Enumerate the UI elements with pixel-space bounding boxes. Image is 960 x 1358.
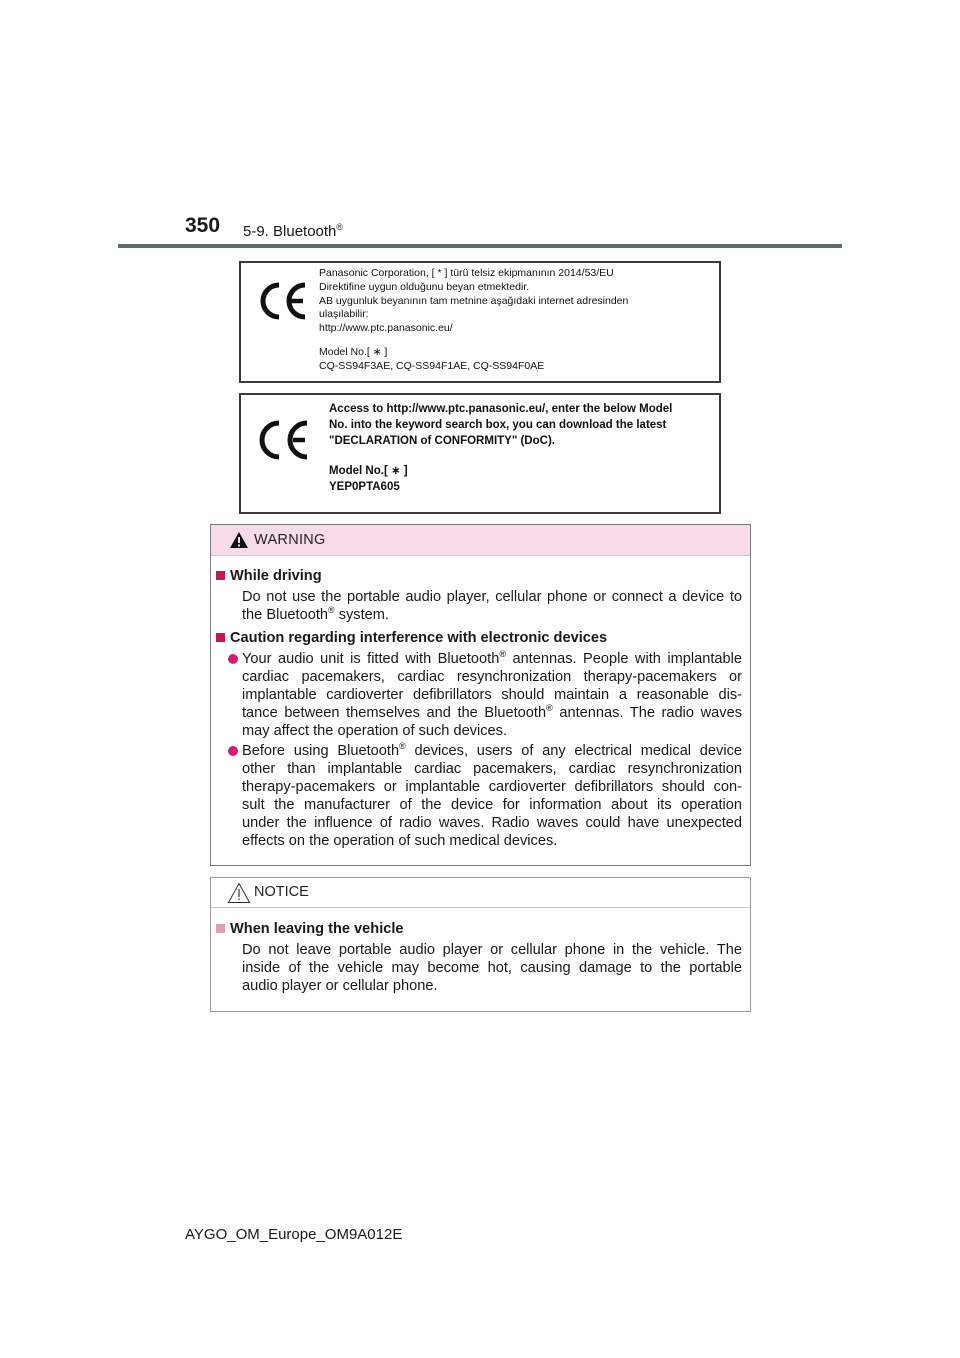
notice-triangle-icon — [227, 882, 251, 904]
warning-triangle-icon — [229, 531, 249, 549]
text-line — [242, 742, 742, 760]
text-line — [242, 650, 742, 668]
document-code: AYGO_OM_Europe_OM9A012E — [185, 1226, 403, 1243]
text-line: cardiac pacemakers, cardiac resynchronization therapy-pacemakers or — [242, 669, 742, 685]
text-span: the Bluetooth — [242, 607, 329, 623]
ce-model-value: YEP0PTA605 — [329, 481, 400, 493]
registered-mark: ® — [499, 649, 506, 659]
section-bullet — [216, 571, 225, 580]
ce-line: No. into the keyword search box, you can download the latest — [329, 419, 667, 431]
text-line: inside of the vehicle may become hot, causing damage to the portable — [242, 960, 742, 976]
ce-model-label: Model No.[ ∗ ] — [329, 465, 408, 477]
text-span: devices, users of any electrical medical device — [405, 743, 742, 759]
text-line: Do not use the portable audio player, cellular phone or connect a device to — [242, 589, 742, 605]
ce-model-label: Model No.[ ∗ ] — [319, 345, 388, 358]
text-span: Before using Bluetooth — [242, 743, 400, 759]
text-line: other than implantable cardiac pacemakers, cardiac resynchronization — [242, 761, 742, 777]
ce-model-value: CQ-SS94F3AE, CQ-SS94F1AE, CQ-SS94F0AE — [319, 359, 545, 372]
text-line: under the influence of radio waves. Radio waves could have unexpected — [242, 815, 742, 831]
ce-line: AB uygunluk beyanının tam metnine aşağıdaki internet adresinden — [319, 294, 629, 307]
list-bullet — [228, 654, 238, 664]
header-rule — [118, 244, 842, 248]
notice-header — [211, 878, 750, 908]
ce-mark-icon — [255, 281, 311, 321]
notice-heading: When leaving the vehicle — [230, 921, 404, 937]
text-span: antennas. The radio waves — [552, 705, 742, 721]
page-number: 350 — [185, 214, 221, 237]
ce-mark-icon — [253, 419, 313, 461]
text-line: Do not leave portable audio player or cellular phone in the vehicle. The — [242, 942, 742, 958]
list-bullet — [228, 746, 238, 756]
warning-heading-interference: Caution regarding interference with electronic devices — [230, 630, 608, 646]
registered-mark: ® — [336, 222, 344, 232]
ce-line: "DECLARATION of CONFORMITY" (DoC). — [329, 435, 555, 447]
ce-line: Access to http://www.ptc.panasonic.eu/, enter the below Model — [329, 403, 673, 415]
registered-mark: ® — [546, 703, 553, 713]
section-title — [243, 222, 343, 240]
notice-text — [242, 941, 742, 995]
text-line: sult the manufacturer of the device for information about its operation — [242, 797, 742, 813]
warning-text-driving — [242, 588, 742, 624]
warning-header — [211, 525, 750, 556]
text-line: implantable cardioverter defibrillators should maintain a reasonable dis- — [242, 687, 742, 703]
text-span: tance between themselves and the Bluetooth — [242, 705, 547, 721]
warning-bullet-pacemaker — [242, 650, 742, 740]
ce-line: http://www.ptc.panasonic.eu/ — [319, 322, 453, 335]
notice-label: NOTICE — [254, 884, 309, 900]
ce-line: ulaşılabilir: — [319, 308, 369, 321]
ce-line: Panasonic Corporation, [ * ] türü telsiz ekipmanının 2014/53/EU — [319, 267, 614, 279]
warning-box — [210, 524, 751, 866]
text-span: Your audio unit is fitted with Bluetooth — [242, 651, 500, 667]
warning-label: WARNING — [254, 532, 326, 548]
registered-mark: ® — [328, 605, 335, 615]
section-bullet — [216, 633, 225, 642]
text-line — [242, 606, 742, 624]
text-line — [242, 704, 742, 722]
section-title-text: 5-9. Bluetooth — [243, 223, 337, 240]
warning-heading-driving: While driving — [230, 568, 322, 584]
warning-bullet-medical-device — [242, 742, 742, 850]
ce-declaration-box-turkish — [239, 261, 721, 383]
ce-declaration-text — [319, 267, 628, 374]
registered-mark: ® — [399, 741, 406, 751]
section-bullet — [216, 924, 225, 933]
ce-declaration-box-english — [239, 393, 721, 514]
text-line: therapy-pacemakers or implantable cardioverter defibrillators should con- — [242, 779, 742, 795]
text-span: antennas. People with implantable — [505, 651, 742, 667]
text-span: system. — [334, 607, 389, 623]
notice-box — [210, 877, 751, 1012]
ce-declaration-text — [329, 401, 672, 495]
text-line: may affect the operation of such devices. — [242, 723, 508, 739]
text-line: audio player or cellular phone. — [242, 978, 438, 994]
text-line: effects on the operation of such medical devices. — [242, 833, 558, 849]
ce-line: Direktifine uygun olduğunu beyan etmektedir. — [319, 280, 530, 293]
